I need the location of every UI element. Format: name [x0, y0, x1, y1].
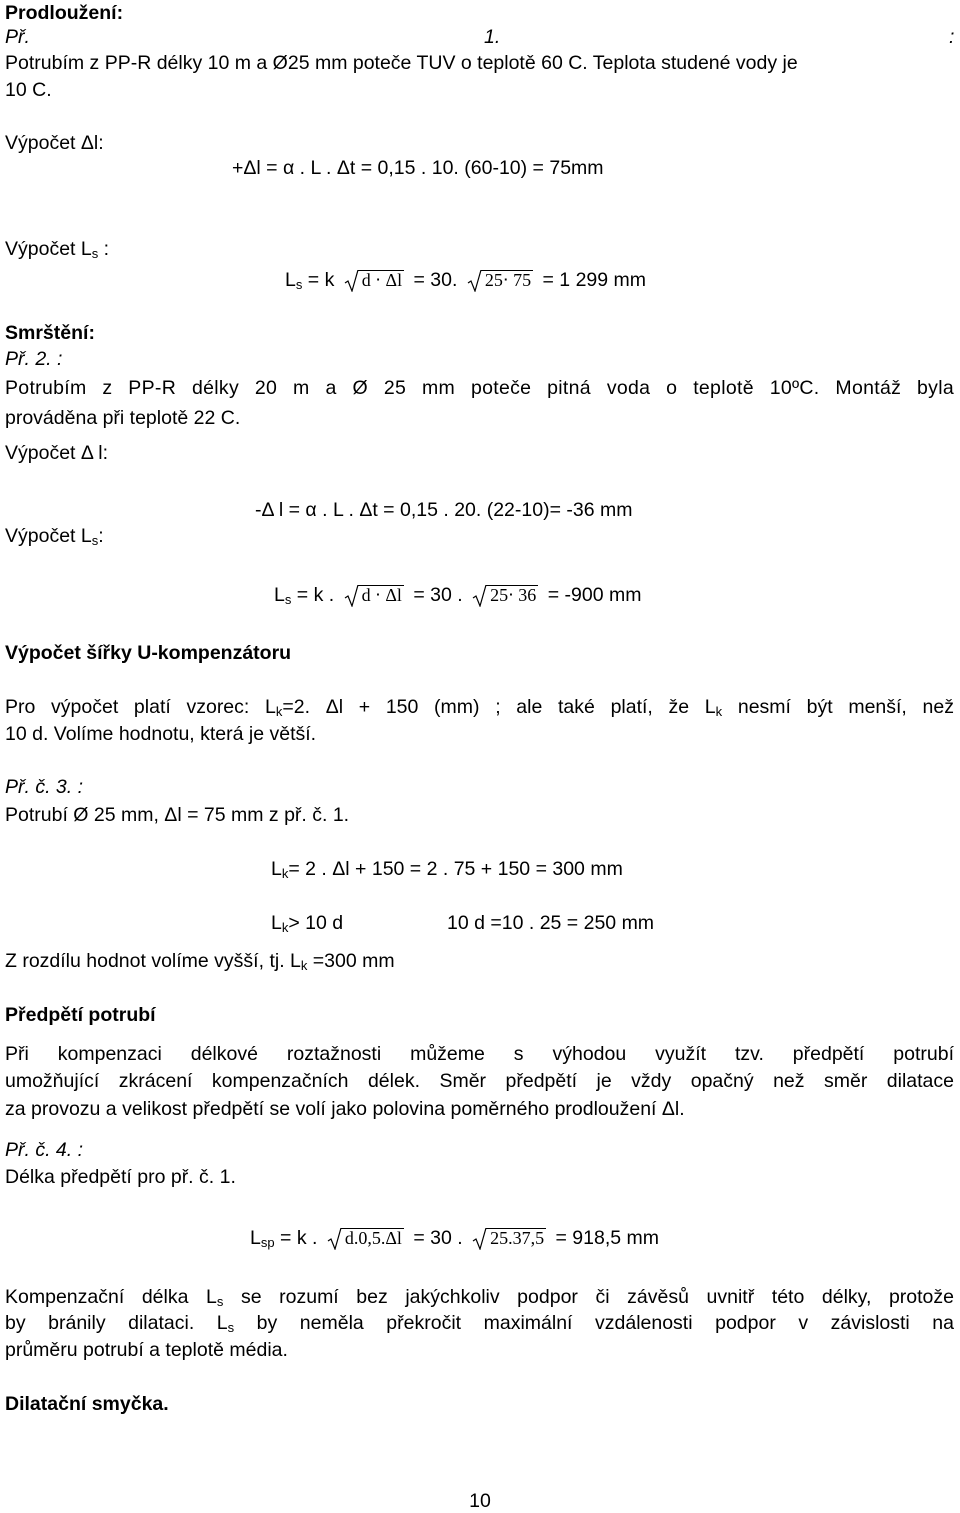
ex1-label-b: 1.	[484, 26, 501, 48]
eq-mid: = 30.	[408, 269, 458, 291]
ex1-dl-formula: +Δl = α . L . Δt = 0,15 . 10. (60-10) = 75mm	[232, 157, 604, 179]
formula-line2: 10 d. Volíme hodnotu, která je větší.	[5, 723, 317, 745]
ex3-calc2-right: 10 d =10 . 25 = 250 mm	[447, 912, 655, 934]
sub-s: s	[91, 246, 99, 261]
example-2-label: Př. 2. :	[5, 348, 63, 370]
komp-line3: průměru potrubí a teplotě média.	[5, 1339, 288, 1361]
ex1-text-line2: 10 C.	[5, 79, 52, 101]
example-3-label: Př. č. 3. :	[5, 776, 84, 798]
example-1-label	[5, 24, 955, 50]
eq-k: = k .	[291, 584, 335, 606]
lsp-symbol: L	[250, 1227, 261, 1249]
formula-text-a: Pro výpočet platí vzorec: L	[5, 696, 276, 718]
ex2-text-line2: prováděna při teplotě 22 C.	[5, 407, 241, 429]
heading-smrsteni: Smrštění:	[5, 322, 95, 344]
sqrt-content: d.0,5.Δl	[344, 1228, 402, 1248]
ex2-ls-formula	[274, 582, 641, 608]
heading-predpeti: Předpětí potrubí	[5, 1004, 156, 1026]
eq-result: = 1 299 mm	[537, 269, 647, 291]
sqrt-d-05-dl	[327, 1225, 404, 1251]
komp-line1-b: se rozumí bez jakýchkoliv podpor či závěsů uvnitř této délky, protože	[223, 1286, 954, 1308]
sqrt-d-dl	[344, 582, 404, 608]
sub-s: s	[227, 1320, 235, 1335]
formula-text-b: =2. Δl + 150 (mm) ; ale také platí, že L	[282, 696, 716, 718]
ex4-text: Délka předpětí pro př. č. 1.	[5, 1166, 236, 1188]
ex3-result-text: Z rozdílu hodnot volíme vyšší, tj. L	[5, 950, 301, 972]
ex1-calc-ls-label	[5, 236, 109, 262]
komp-line2	[5, 1310, 954, 1336]
eq-mid: = 30 .	[407, 1227, 463, 1249]
example-4-label: Př. č. 4. :	[5, 1139, 84, 1161]
sub-sp: sp	[260, 1235, 275, 1250]
ex2-calc-ls-text: Výpočet L	[5, 525, 92, 547]
pred-line3: za provozu a velikost předpětí se volí jako polovina poměrného prodloužení Δl.	[5, 1098, 685, 1120]
lk-symbol: L	[271, 912, 282, 934]
eq-k: = k .	[274, 1227, 318, 1249]
formula-line1	[5, 694, 954, 720]
heading-u-kompenzator: Výpočet šířky U-kompenzátoru	[5, 642, 292, 664]
ex3-calc1-text: = 2 . Δl + 150 = 2 . 75 + 150 = 300 mm	[288, 858, 623, 880]
ex3-calc1	[271, 856, 623, 882]
sub-k: k	[275, 704, 283, 719]
ex1-label-c: :	[949, 26, 955, 48]
formula-text-c: nesmí být menší, než	[722, 696, 954, 718]
komp-line1-a: Kompenzační délka L	[5, 1286, 217, 1308]
ex2-calc-dl-label: Výpočet Δ l:	[5, 442, 108, 464]
komp-line1	[5, 1284, 954, 1310]
sqrt-values	[472, 1225, 546, 1251]
sqrt-values	[472, 582, 538, 608]
sub-s: s	[295, 277, 303, 292]
pred-line1: Při kompenzaci délkové roztažnosti můžeme s výhodou využít tzv. předpětí potrubí	[5, 1043, 954, 1065]
ex1-calc-dl-label: Výpočet Δl:	[5, 132, 104, 154]
komp-line2-a: by bránily dilataci. L	[5, 1312, 228, 1334]
eq-k: = k	[302, 269, 335, 291]
eq-mid: = 30 .	[407, 584, 463, 606]
eq-result: = -900 mm	[542, 584, 642, 606]
ex4-calc	[250, 1225, 659, 1251]
sqrt-content: 25.37,5	[490, 1228, 545, 1248]
sub-s: s	[284, 592, 292, 607]
ex3-calc2	[271, 910, 701, 936]
ex2-calc-ls-label	[5, 523, 104, 549]
sqrt-content: d ⋅ Δl	[361, 270, 403, 290]
pred-line2: umožňující zkrácení kompenzačních délek. Směr předpětí je vždy opačný než směr dilatace	[5, 1070, 954, 1092]
ls-symbol: L	[285, 269, 296, 291]
ex2-text-line1: Potrubím z PP-R délky 20 m a Ø 25 mm poteče pitná voda o teplotě 10ºC. Montáž byla	[5, 377, 954, 399]
ex1-calc-ls-text: Výpočet L	[5, 238, 92, 260]
ex1-calc-ls-colon: :	[98, 238, 110, 260]
eq-result: = 918,5 mm	[550, 1227, 660, 1249]
sub-s: s	[91, 533, 99, 548]
ls-symbol: L	[274, 584, 285, 606]
ex3-text: Potrubí Ø 25 mm, Δl = 75 mm z př. č. 1.	[5, 804, 350, 826]
sub-k: k	[715, 704, 723, 719]
lk-symbol: L	[271, 858, 282, 880]
page-number: 10	[469, 1490, 491, 1512]
sub-k: k	[281, 866, 289, 881]
ex3-calc2-text: > 10 d	[288, 912, 344, 934]
sqrt-content: 25⋅ 75	[484, 270, 532, 290]
sub-k: k	[300, 958, 308, 973]
sub-s: s	[216, 1294, 224, 1309]
komp-line2-b: by neměla překročit maximální vzdálenosti podpor v závislosti na	[234, 1312, 954, 1334]
ex3-result-value: =300 mm	[307, 950, 395, 972]
colon: :	[98, 525, 104, 547]
sqrt-content: 25⋅ 36	[490, 585, 537, 605]
ex3-result	[5, 948, 395, 974]
ex1-ls-formula	[285, 267, 646, 293]
heading-dilatacni-smycka: Dilatační smyčka.	[5, 1393, 169, 1415]
ex1-label-a: Př.	[5, 26, 30, 48]
sqrt-content: d ⋅ Δl	[361, 585, 402, 605]
sqrt-values	[467, 267, 533, 293]
sub-k: k	[281, 920, 289, 935]
ex1-text-line1: Potrubím z PP-R délky 10 m a Ø25 mm poteče TUV o teplotě 60 C. Teplota studené vody je	[5, 52, 798, 74]
heading-prodlouzeni: Prodloužení:	[5, 2, 124, 24]
sqrt-d-dl	[344, 267, 404, 293]
ex2-dl-formula: -Δ l = α . L . Δt = 0,15 . 20. (22-10)= -36 mm	[255, 499, 633, 521]
